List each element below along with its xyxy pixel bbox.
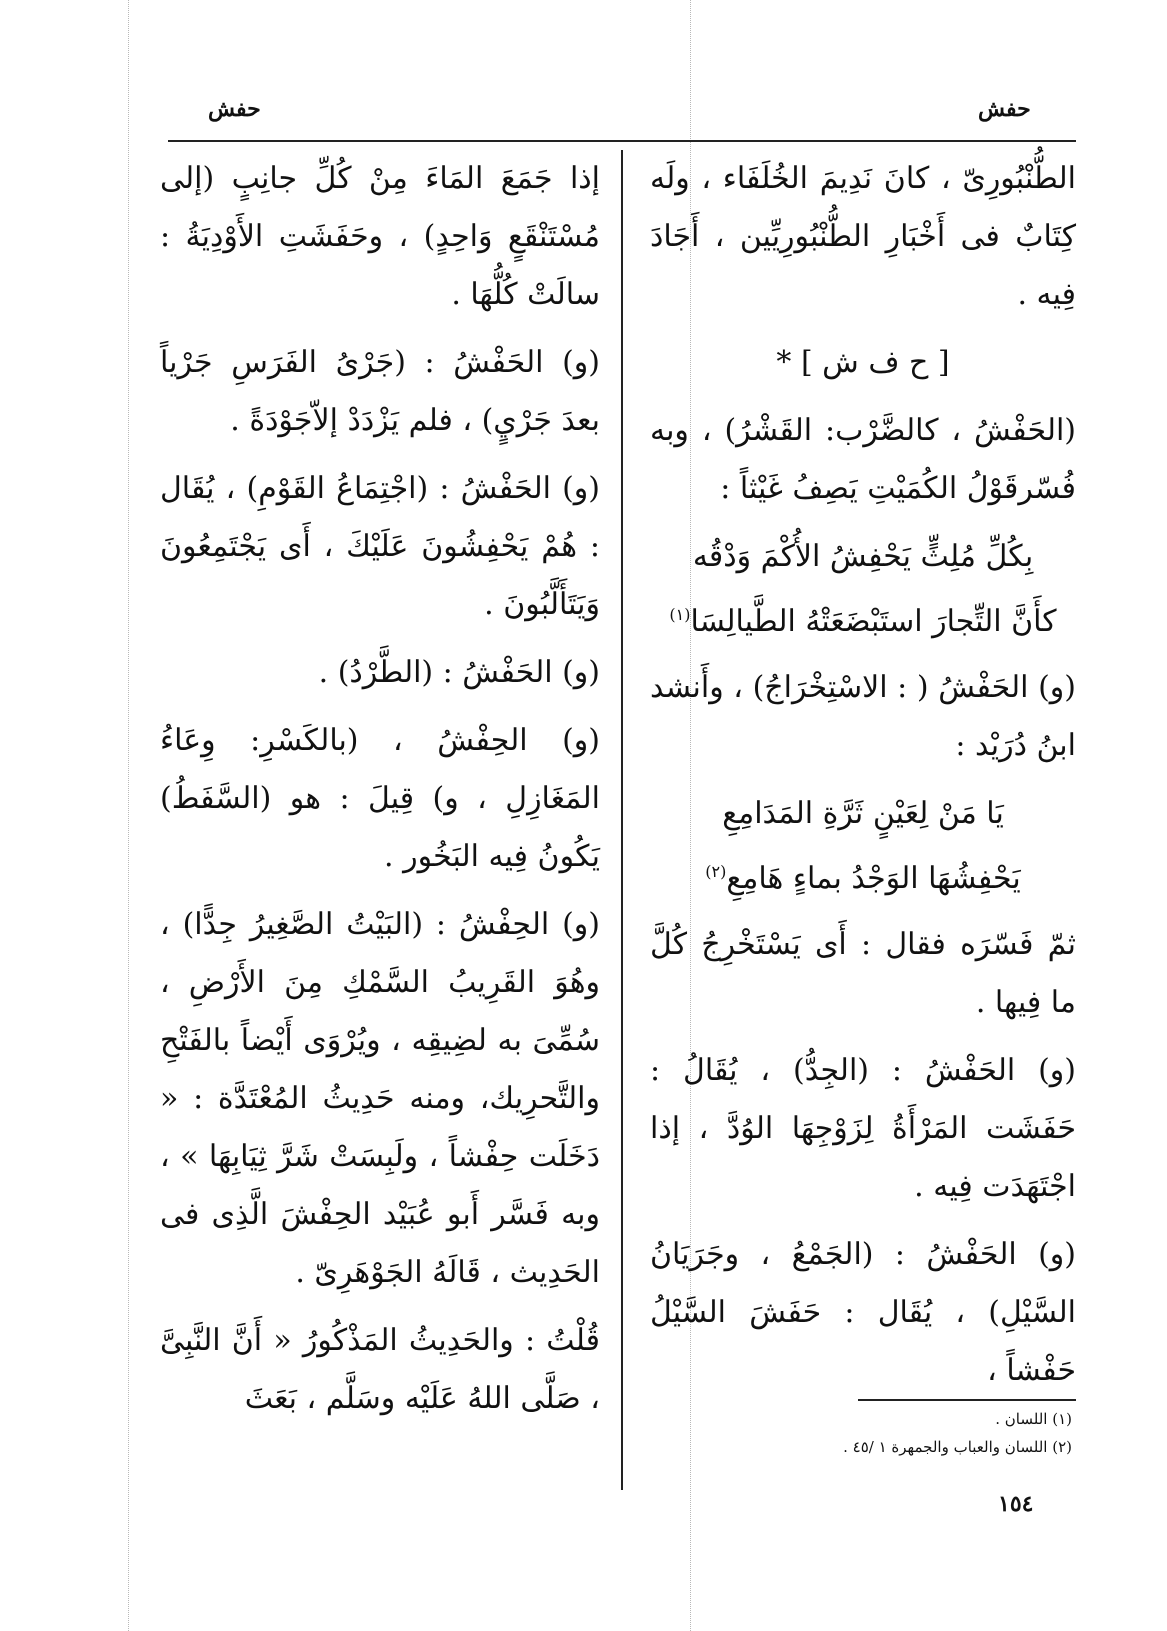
running-head-left: حفش [208,96,261,122]
paragraph: (و) الحَفْشُ : (جَرْىُ الفَرَسِ جَرْياً بعدَ جَرْيٍ) ، فلم يَزْدَدْ إلاّجَوْدَةً . [160,345,600,438]
verse-line: بِكُلِّ مُلِثٍّ يَحْفِشُ الأُكْمَ وَدْقُه [692,539,1034,574]
right-column [650,150,1076,1410]
paragraph: (و) الحَفْشُ : (الطَّرْدُ) . [318,655,600,690]
verse-line: يَحْفِشُهَا الوَجْدُ بماءٍ هَامِعِ$^{(٢)}$ [705,861,1021,896]
scan-line [128,0,129,1631]
page-number: ١٥٤ [998,1491,1034,1517]
paragraph: إذا جَمَعَ المَاءَ مِنْ كُلِّ جانِبٍ (إلى مُسْتَنْقَعٍ وَاحِدٍ) ، وحَفَشَتِ الأَوْدِيَةُ : سالَتْ كُلُّهَا . [160,161,600,312]
verse-line: يَا مَنْ لِعَيْنٍ ثَرَّةِ المَدَامِعِ [722,796,1004,831]
paragraph: ثمّ فَسّرَه فقال : أَى يَسْتَخْرِجُ كُلَّ ما فِيها . [650,927,1076,1020]
column-divider [621,150,623,1490]
footnote: (٢) اللسان والعباب والجمهرة ١ /٤٥ . [843,1438,1072,1456]
footnotes [772,1405,1072,1461]
paragraph: (و) الحَفْشُ : (الجِدُّ) ، يُقَالُ : حَفَشَت المَرْأَةُ لِزَوْجِهَا الوُدَّ ، إذا اجْتَهَدَت فِيه . [650,1053,1076,1204]
verse [650,528,1076,651]
footnote-ref: (٢) [705,862,727,881]
footnote-ref: (١) [669,605,691,624]
running-head-right: حفش [978,96,1031,122]
left-column [160,150,600,1438]
entry-heading: [ ح ف ش ] * [776,345,950,380]
paragraph: (الحَفْشُ ، كالضَّرْب: القَشْرُ) ، وبه فُسّرقَوْلُ الكُمَيْتِ يَصِفُ غَيْثاً : [650,413,1076,506]
verse-line: كأَنَّ التِّجارَ استَبْضَعَتْهُ الطَّيالِسَا$^{(١)}$ [669,604,1057,639]
paragraph: (و) الحَفْشُ : (اجْتِمَاعُ القَوْمِ) ، يُقَال : هُمْ يَحْفِشُونَ عَلَيْكَ ، أَى يَجْتَمِعُونَ وَيَتَأَلَّبُونَ . [160,471,600,622]
paragraph: قُلْتُ : والحَدِيثُ المَذْكُورُ « أَنَّ النَّبِىَّ ، صَلَّى اللهُ عَلَيْه وسَلَّم ، بَعَثَ [160,1323,600,1416]
header-rule [168,140,1076,142]
paragraph: (و) الحَفْشُ : (الجَمْعُ ، وجَرَيَانُ السَّيْلِ) ، يُقَال : حَفَشَ السَّيْلُ حَفْشاً ، [650,1237,1076,1388]
paragraph: الطُّنْبُورِىّ ، كانَ نَدِيمَ الخُلَفَاء ، ولَه كِتَابٌ فى أَخْبَارِ الطُّنْبُورِيِّين ، أَجَادَ فِيه . [650,161,1076,312]
paragraph: (و) الحِفْشُ ، (بالكَسْرِ: وِعَاءُ المَغَازِلِ ، و) قِيلَ : هو (السَّفَطُ) يَكُونُ فِيه البَخُور . [160,723,600,874]
footnote-rule [858,1399,1076,1401]
verse [650,785,1076,908]
paragraph: (و) الحِفْشُ : (البَيْتُ الصَّغِيرُ جِدًّا) ، وهُوَ القَرِيبُ السَّمْكِ مِنَ الأَرْضِ ، سُمِّىَ به لضِيقِه ، ويُرْوَى أَيْضاً بالفَتْحِ والتَّحرِيك، ومنه حَدِيثُ المُعْتَدَّة : « دَخَلَت حِفْشاً ، ولَبِسَتْ شَرَّ ثِيَابِهَا » ، وبه فَسَّر أَبو عُبَيْد الحِفْشَ الَّذِى فى الحَدِيث ، قَالَهُ الجَوْهَرِىّ . [160,907,600,1290]
paragraph: (و) الحَفْشُ ( : الاسْتِخْرَاجُ) ، وأَنشد ابنُ دُرَيْد : [650,670,1076,763]
footnote: (١) اللسان . [995,1410,1072,1428]
